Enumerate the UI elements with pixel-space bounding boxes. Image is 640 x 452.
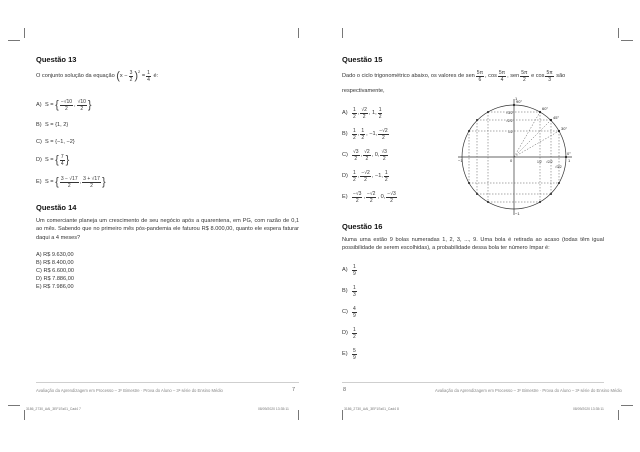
axis-label-y-pos: 1 <box>515 96 518 101</box>
crop-mark <box>621 40 633 41</box>
footer-right-text: Avaliação da Aprendizagem em Processo – 3º Bimestre · Prova do Aluno – 3ª série do Ensino Médio <box>435 388 622 393</box>
point <box>487 111 489 113</box>
q13-option-a[interactable]: A) S = { $\frac{-√10}{2}$ , $\frac{√10}{2}$ } <box>36 98 92 112</box>
slug-right: 3186_2730_AAI_3EF1Ss01_Cad4 8 <box>344 407 399 411</box>
q15-title: Questão 15 <box>342 55 383 64</box>
q13-title: Questão 13 <box>36 55 77 64</box>
point-90 <box>513 104 515 106</box>
point-60 <box>539 111 541 113</box>
label-30: 30° <box>561 126 568 131</box>
page-number-right: 8 <box>343 387 347 393</box>
crop-mark <box>342 410 343 420</box>
crop-mark <box>8 405 20 406</box>
label-90: 90° <box>516 99 523 104</box>
point <box>468 182 470 184</box>
slug-left-date: 08/09/2020 13:35:11 <box>258 407 289 411</box>
q13-option-e[interactable]: E) S = { $\frac{3 - √17}{2}$ , $\frac{3 + √17}{2}$ } <box>36 175 106 189</box>
q14-option-b[interactable]: B) R$ 8.400,00 <box>36 260 74 266</box>
point <box>558 182 560 184</box>
slug-right-date: 08/09/2020 13:35:11 <box>573 407 604 411</box>
trig-circle-diagram <box>458 94 576 216</box>
footer-rule <box>342 382 604 383</box>
tick-x-half: 1/2 <box>537 160 542 164</box>
tick-y-half: 1/2 <box>508 130 513 134</box>
crop-mark <box>24 28 25 38</box>
tick-x-sqrt2-2: √2/2 <box>546 160 553 164</box>
point-0 <box>565 156 567 158</box>
q13-option-c[interactable]: C) S = {−1, −2} <box>36 139 75 145</box>
q15-prompt-line2: respectivamente, <box>342 88 385 94</box>
q16-option-e[interactable]: E) $\frac{5}{9}$ <box>342 347 356 361</box>
point <box>476 193 478 195</box>
crop-mark <box>618 410 619 420</box>
q15-option-b[interactable]: B) $\frac{1}{2}$ , $\frac{1}{2}$ , −1 , $\frac{-√2}{2}$ <box>342 127 388 141</box>
q15-option-c[interactable]: C) $\frac{√3}{2}$ , $\frac{√2}{2}$ , 0 , $\frac{√3}{2}$ <box>342 148 387 162</box>
crop-mark <box>8 40 20 41</box>
crop-mark <box>618 28 619 38</box>
footer-rule <box>36 382 299 383</box>
q13-prompt: O conjunto solução da equação ( x − $\frac{3}{2}$ ) $^2$ = $\frac{1}{4}$ é: <box>36 69 159 83</box>
q15-prompt: Dado o ciclo trigonométrico abaixo, os valores de sen $\frac{5\pi}{6}$ , cos $\frac{5\pi}{4}$ , sen $\frac{5\pi}{2}$ e cos $\frac{5\pi}{3}$ são <box>342 69 566 83</box>
q16-option-a[interactable]: A) $\frac{1}{9}$ <box>342 263 356 277</box>
q14-option-d[interactable]: D) R$ 7.886,00 <box>36 276 74 282</box>
q14-option-a[interactable]: A) R$ 9.630,00 <box>36 252 74 258</box>
q16-option-b[interactable]: B) $\frac{1}{3}$ <box>342 284 356 298</box>
point-30 <box>558 130 560 132</box>
label-0: 0° <box>567 151 571 156</box>
q16-option-c[interactable]: C) $\frac{4}{9}$ <box>342 305 356 319</box>
point <box>550 193 552 195</box>
label-45: 45° <box>553 115 560 120</box>
q13-eq-frac: $\frac{3}{2}$ <box>129 69 133 83</box>
q16-title: Questão 16 <box>342 222 383 231</box>
axis-label-x-pos: 1 <box>568 158 571 163</box>
slug-left: 3186_2730_AAI_3EF1Ss01_Cad4 7 <box>26 407 81 411</box>
q15-option-d[interactable]: D) $\frac{1}{2}$ , $\frac{-√2}{2}$ , −1 , $\frac{1}{2}$ <box>342 169 388 183</box>
crop-mark <box>621 405 633 406</box>
q15-option-a[interactable]: A) $\frac{1}{2}$ , $\frac{√2}{2}$ , 1 , $\frac{1}{2}$ <box>342 106 382 120</box>
q13-option-b[interactable]: B) S = {1, 2} <box>36 122 69 128</box>
q13-option-d[interactable]: D) S = { $\frac{7}{4}$ } <box>36 153 70 167</box>
crop-mark <box>24 410 25 420</box>
tick-y-sqrt2-2: √2/2 <box>506 119 513 123</box>
tick-x-sqrt3-2: √3/2 <box>555 165 562 169</box>
footer-left-text: Avaliação da Aprendizagem em Processo – 3º Bimestre · Prova do Aluno – 3ª série do Ensino Médio <box>36 388 223 393</box>
q14-body: Um comerciante planeja um crescimento de seu negócio após a quarentena, em PG, com razão de 0,1 ao mês. Sabendo que no primeiro mês pós-pandemia ele faturou R$ 8.000,00, quanto ele espera faturar daqui a 4 meses? <box>36 218 299 241</box>
q14-option-e[interactable]: E) R$ 7.986,00 <box>36 284 74 290</box>
crop-mark <box>342 28 343 38</box>
q16-option-d[interactable]: D) $\frac{1}{2}$ <box>342 326 356 340</box>
point-45 <box>550 119 552 121</box>
q14-title: Questão 14 <box>36 203 77 212</box>
tick-y-sqrt3-2: √3/2 <box>506 111 513 115</box>
crop-mark <box>298 410 299 420</box>
point <box>468 130 470 132</box>
q15-option-e[interactable]: E) $\frac{-√3}{2}$ , $\frac{-√2}{2}$ , 0 , $\frac{-√3}{2}$ <box>342 190 396 204</box>
page-number-left: 7 <box>292 387 296 393</box>
point <box>539 201 541 203</box>
point <box>476 119 478 121</box>
q16-body: Numa urna estão 9 bolas numeradas 1, 2, 3, ..., 9. Uma bola é retirada ao acaso (todas têm igual possibilidade de serem escolhidas), a probabilidade dessa bola ter número ímpar é: <box>342 237 604 252</box>
point <box>487 201 489 203</box>
label-60: 60° <box>542 106 549 111</box>
crop-mark <box>298 28 299 38</box>
axis-label-y-neg: −1 <box>515 211 520 216</box>
axis-label-x-neg: −1 <box>458 158 463 163</box>
q14-option-c[interactable]: C) R$ 6.600,00 <box>36 268 74 274</box>
axis-label-origin: 0 <box>510 158 513 163</box>
